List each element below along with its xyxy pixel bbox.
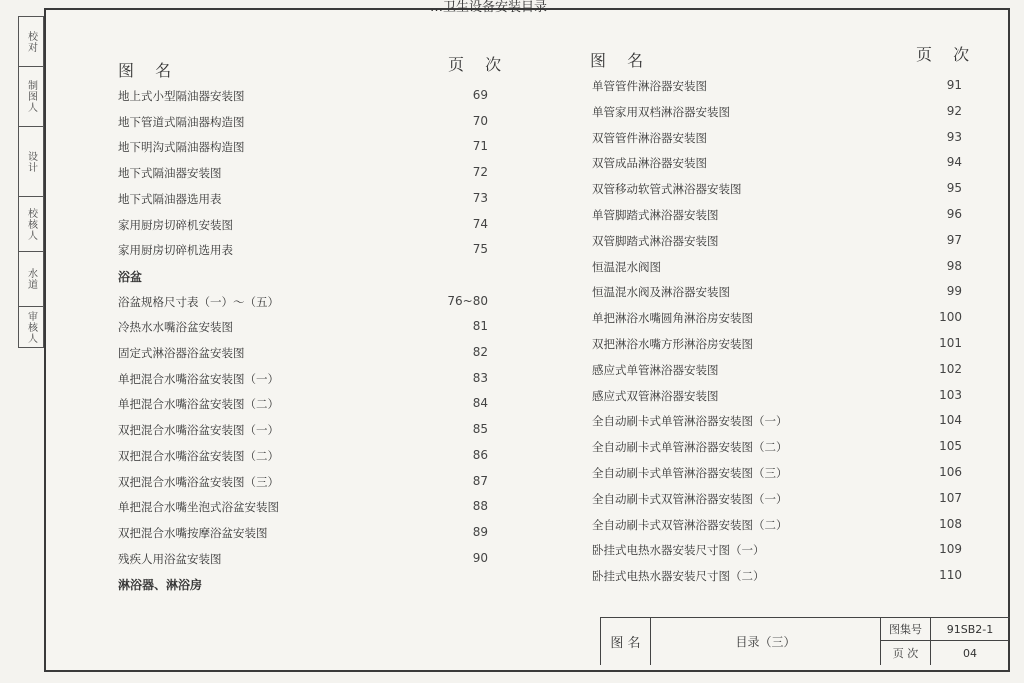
left-entry-name: 淋浴器、淋浴房	[118, 578, 203, 593]
strip-cell: 水道	[19, 252, 43, 307]
header-fragment: …卫生设备安装目录	[430, 0, 548, 15]
left-entry-name: 单把混合水嘴坐泡式浴盆安装图	[118, 500, 279, 515]
title-block-page-label: 页 次	[881, 641, 931, 665]
left-entry-name: 双把混合水嘴按摩浴盆安装图	[118, 525, 268, 540]
right-entry-name: 全自动刷卡式双管淋浴器安装图（一）	[592, 491, 788, 506]
strip-cell: 校对	[19, 17, 43, 67]
left-entry-name: 双把混合水嘴浴盆安装图（二）	[118, 448, 279, 463]
right-entry-page: 96	[946, 207, 962, 221]
strip-cell: 审核人	[25, 310, 37, 344]
drawing-sheet	[44, 8, 1010, 672]
right-entry-name: 双管移动软管式淋浴器安装图	[592, 182, 742, 197]
left-entry-name: 冷热水水嘴浴盆安装图	[118, 320, 233, 335]
right-entry-page: 101	[939, 336, 962, 350]
right-entry-page: 94	[946, 155, 962, 170]
left-entry-page: 83	[472, 370, 488, 385]
right-entry-page: 102	[939, 361, 962, 376]
right-entry-name: 恒温混水阀及淋浴器安装图	[592, 285, 730, 300]
right-entry-name: 单管脚踏式淋浴器安装图	[592, 208, 719, 222]
left-entry-page: 70	[472, 113, 488, 128]
right-entry-name: 双管成品淋浴器安装图	[592, 156, 707, 171]
right-entry-name: 恒温混水阀图	[592, 259, 661, 274]
right-entry-page: 108	[939, 516, 962, 531]
right-entry-page: 105	[939, 439, 962, 454]
left-entry-name: 家用厨房切碎机选用表	[118, 243, 233, 258]
left-entry-name: 浴盆规格尺寸表（一）～（五）	[118, 294, 279, 309]
left-column-page-header: 页 次	[448, 55, 510, 74]
right-column-name-header: 图 名	[590, 51, 652, 70]
left-entry-page: 89	[472, 524, 488, 539]
title-block-page-number: 04	[963, 646, 977, 660]
right-entry-name: 双管管件淋浴器安装图	[592, 130, 707, 145]
right-entry-page: 91	[946, 78, 962, 92]
right-entry-page: 92	[946, 103, 962, 118]
right-entry-page: 106	[939, 465, 962, 479]
right-entry-page: 107	[939, 490, 962, 505]
left-entry-page: 69	[472, 88, 488, 102]
right-entry-name: 全自动刷卡式双管淋浴器安装图（二）	[592, 517, 788, 532]
right-entry-name: 全自动刷卡式单管淋浴器安装图（三）	[592, 466, 788, 480]
right-column-page-header: 页 次	[916, 45, 978, 64]
right-entry-page: 97	[946, 232, 962, 247]
left-entry-page: 75	[472, 242, 488, 257]
left-entry-page: 84	[472, 396, 488, 411]
right-entry-page: 100	[939, 310, 962, 325]
left-entry-page: 76~80	[447, 293, 488, 308]
right-entry-page: 98	[946, 258, 962, 273]
right-entry-name: 双管脚踏式淋浴器安装图	[592, 233, 719, 248]
left-entry-name: 双把混合水嘴浴盆安装图（一）	[118, 423, 279, 438]
strip-cell: 校核人	[19, 197, 43, 252]
left-entry-page: 82	[472, 345, 488, 359]
left-entry-name: 固定式淋浴器浴盆安装图	[118, 346, 245, 360]
right-entry-page: 93	[946, 129, 962, 144]
left-entry-name: 单把混合水嘴浴盆安装图（一）	[118, 371, 279, 386]
left-entry-page: 73	[472, 190, 488, 205]
right-entry-page: 104	[939, 413, 962, 428]
right-entry-name: 卧挂式电热水器安装尺寸图（二）	[592, 569, 765, 584]
right-entry-page: 99	[946, 284, 962, 299]
left-column-name-header: 图 名	[118, 61, 180, 80]
left-entry-name: 浴盆	[118, 269, 143, 284]
right-entry-name: 单管家用双档淋浴器安装图	[592, 104, 730, 119]
strip-cell: 设计	[19, 127, 43, 197]
left-entry-name: 单把混合水嘴浴盆安装图（二）	[118, 397, 279, 412]
title-block-title: 目录（三）	[651, 618, 881, 665]
left-entry-name: 地上式小型隔油器安装图	[118, 89, 245, 103]
left-entry-page: 71	[472, 139, 488, 154]
left-entry-name: 残疾人用浴盆安装图	[118, 551, 222, 566]
right-entry-name: 双把淋浴水嘴方形淋浴房安装图	[592, 337, 753, 351]
left-entry-name: 地下明沟式隔油器构造图	[118, 140, 245, 155]
left-entry-page: 86	[472, 447, 488, 462]
left-entry-page: 88	[472, 499, 488, 514]
title-block-atlas-number: 91SB2-1	[931, 618, 1009, 641]
right-entry-name: 全自动刷卡式单管淋浴器安装图（一）	[592, 414, 788, 429]
left-entry-page: 90	[472, 550, 488, 565]
left-entry-page: 74	[472, 216, 488, 231]
title-block-name-label: 图 名	[601, 618, 651, 665]
right-entry-page: 103	[939, 387, 962, 402]
title-block	[600, 617, 1010, 665]
side-strip	[18, 16, 44, 348]
right-entry-page: 110	[939, 568, 962, 583]
left-entry-name: 家用厨房切碎机安装图	[118, 217, 233, 232]
right-entry-name: 单管管件淋浴器安装图	[592, 79, 707, 93]
right-entry-name: 卧挂式电热水器安装尺寸图（一）	[592, 543, 765, 558]
left-entry-page: 87	[472, 473, 488, 488]
strip-cell: 制图人	[19, 67, 43, 127]
left-entry-name: 地下式隔油器选用表	[118, 191, 222, 206]
left-entry-name: 地下管道式隔油器构造图	[118, 114, 245, 129]
right-entry-page: 109	[939, 542, 962, 557]
right-entry-page: 95	[946, 181, 962, 196]
left-entry-page: 81	[472, 319, 488, 334]
right-entry-name: 单把淋浴水嘴圆角淋浴房安装图	[592, 311, 753, 326]
title-block-atlas-label: 图集号	[881, 618, 931, 641]
left-entry-page: 85	[472, 422, 488, 437]
right-entry-name: 感应式双管淋浴器安装图	[592, 388, 719, 403]
left-entry-page: 72	[472, 165, 488, 180]
right-entry-name: 感应式单管淋浴器安装图	[592, 362, 719, 377]
left-entry-name: 双把混合水嘴浴盆安装图（三）	[118, 474, 279, 489]
left-entry-name: 地下式隔油器安装图	[118, 166, 222, 181]
right-entry-name: 全自动刷卡式单管淋浴器安装图（二）	[592, 440, 788, 455]
